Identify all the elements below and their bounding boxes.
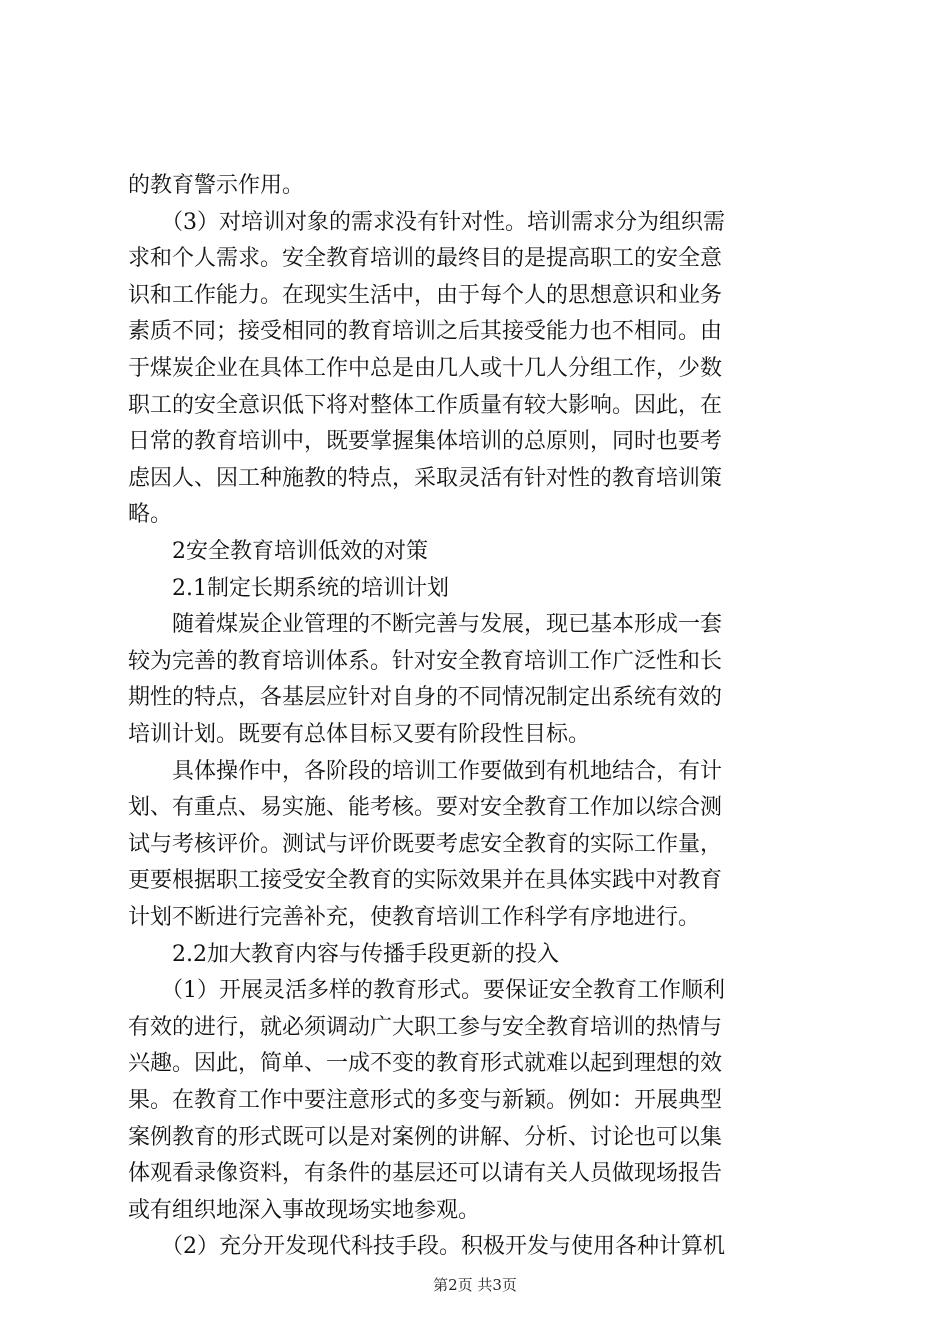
text-line: 或有组织地深入事故现场实地参观。 <box>128 1198 481 1223</box>
text-line: 果。在教育工作中要注意形式的多变与新颖。例如：开展典型 <box>128 1088 723 1113</box>
text-line: 有效的进行，就必须调动广大职工参与安全教育培训的热情与 <box>128 1015 723 1040</box>
text-line: 随着煤炭企业管理的不断完善与发展，现已基本形成一套 <box>128 612 723 637</box>
text-line: （2）充分开发现代科技手段。积极开发与使用各种计算机 <box>128 1234 725 1259</box>
section-heading: 2安全教育培训低效的对策 <box>128 539 428 564</box>
text-line: 较为完善的教育培训体系。针对安全教育培训工作广泛性和长 <box>128 649 723 674</box>
text-line: （3）对培训对象的需求没有针对性。培训需求分为组织需 <box>128 210 725 235</box>
text-line: 求和个人需求。安全教育培训的最终目的是提高职工的安全意 <box>128 246 723 271</box>
text-line: 期性的特点，各基层应针对自身的不同情况制定出系统有效的 <box>128 685 723 710</box>
text-line: 素质不同；接受相同的教育培训之后其接受能力也不相同。由 <box>128 319 723 344</box>
text-line: 兴趣。因此，简单、一成不变的教育形式就难以起到理想的效 <box>128 1051 723 1076</box>
text-line: 略。 <box>128 502 173 527</box>
text-line: 日常的教育培训中，既要掌握集体培训的总原则，同时也要考 <box>128 429 723 454</box>
text-line: 于煤炭企业在具体工作中总是由几人或十几人分组工作，少数 <box>128 356 723 381</box>
text-line: 体观看录像资料，有条件的基层还可以请有关人员做现场报告 <box>128 1161 723 1186</box>
text-line: 计划不断进行完善补充，使教育培训工作科学有序地进行。 <box>128 905 701 930</box>
text-line: 虑因人、因工种施教的特点，采取灵活有针对性的教育培训策 <box>128 466 723 491</box>
text-line: 更要根据职工接受安全教育的实际效果并在具体实践中对教育 <box>128 868 723 893</box>
text-line: 案例教育的形式既可以是对案例的讲解、分析、讨论也可以集 <box>128 1125 723 1150</box>
text-line: 职工的安全意识低下将对整体工作质量有较大影响。因此，在 <box>128 393 723 418</box>
text-line: （1）开展灵活多样的教育形式。要保证安全教育工作顺利 <box>128 978 725 1003</box>
page-footer: 第2页 共3页 <box>433 1276 517 1294</box>
text-line: 的教育警示作用。 <box>128 173 305 198</box>
subsection-heading: 2.1制定长期系统的培训计划 <box>128 576 449 601</box>
text-line: 培训计划。既要有总体目标又要有阶段性目标。 <box>128 722 591 747</box>
text-line: 识和工作能力。在现实生活中，由于每个人的思想意识和业务 <box>128 283 723 308</box>
text-line: 具体操作中，各阶段的培训工作要做到有机地结合，有计 <box>128 759 723 784</box>
text-line: 划、有重点、易实施、能考核。要对安全教育工作加以综合测 <box>128 795 723 820</box>
text-line: 试与考核评价。测试与评价既要考虑安全教育的实际工作量， <box>128 832 723 857</box>
subsection-heading: 2.2加大教育内容与传播手段更新的投入 <box>128 942 559 967</box>
